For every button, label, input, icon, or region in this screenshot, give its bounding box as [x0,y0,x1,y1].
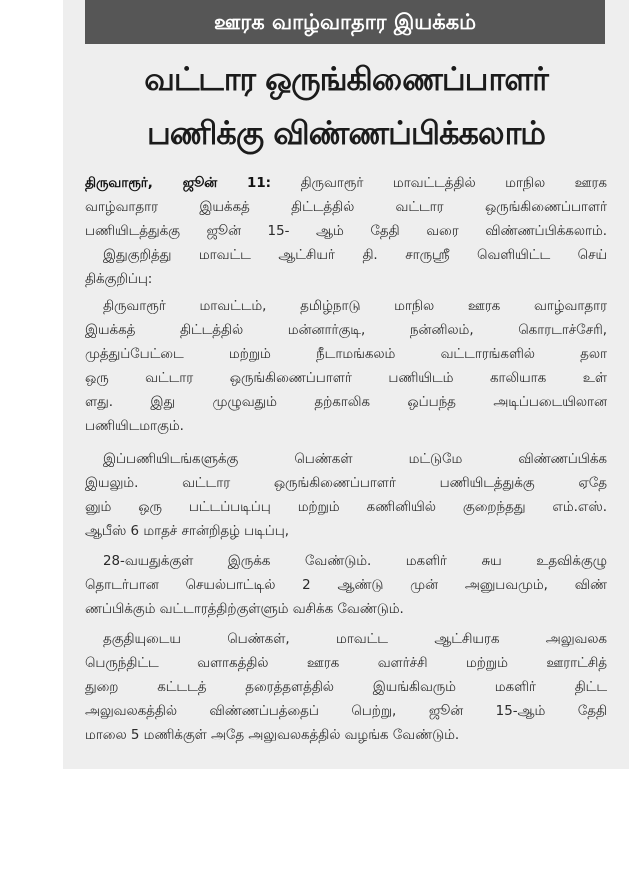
dateline: திருவாரூர், ஜூன் 11: [85,176,272,191]
news-clipping [63,0,629,769]
body-line: அலுவலகத்தில் விண்ணப்பத்தைப் பெற்று, ஜூன் 15-ஆம் தேதி [85,704,607,719]
body-line: பணியிடமாகும். [85,419,184,434]
section-kicker: ஊரக வாழ்வாதார இயக்கம் [85,0,605,44]
body-line: இப்பணியிடங்களுக்கு பெண்கள் மட்டுமே விண்ணப்பிக்க [103,452,607,467]
body-line: முத்துப்பேட்டை மற்றும் நீடாமங்கலம் வட்டாரங்களில் தலா [85,347,607,362]
body-line-text: திருவாரூர் மாவட்டத்தில் மாநில ஊரக [300,176,607,191]
body-line: தொடர்பான செயல்பாட்டில் 2 ஆண்டு முன் அனுபவமும், விண் [85,578,607,593]
body-line: திருவாரூர் மாவட்டம், தமிழ்நாடு மாநில ஊரக வாழ்வாதார [103,299,607,314]
body-line: ஆபீஸ் 6 மாதச் சான்றிதழ் படிப்பு, [85,524,289,539]
body-line: தகுதியுடைய பெண்கள், மாவட்ட ஆட்சியரக அலுவலக [103,632,607,647]
body-line [85,172,607,196]
body-line: பணியிடத்துக்கு ஜூன் 15- ஆம் தேதி வரை விண்ணப்பிக்கலாம். [85,224,607,239]
body-line: இயலும். வட்டார ஒருங்கிணைப்பாளர் பணியிடத்துக்கு ஏதே [85,476,607,491]
body-line: னும் ஒரு பட்டப்படிப்பு மற்றும் கணினியில் குறைந்தது எம்.எஸ். [85,500,607,515]
body-line: பெருந்திட்ட வளாகத்தில் ஊரக வளர்ச்சி மற்றும் ஊராட்சித் [85,656,607,671]
headline-line-2: பணிக்கு விண்ணப்பிக்கலாம் [146,114,546,152]
body-line: இயக்கத் திட்டத்தில் மன்னார்குடி, நன்னிலம், கொரடாச்சேரி, [85,323,607,338]
body-line: 28-வயதுக்குள் இருக்க வேண்டும். மகளிர் சுய உதவிக்குழு [103,554,607,569]
headline-line-1: வட்டார ஒருங்கிணைப்பாளர் [144,60,548,98]
body-line: துறை கட்டடத் தரைத்தளத்தில் இயங்கிவரும் மகளிர் திட்ட [85,680,607,695]
body-line: மாலை 5 மணிக்குள் அதே அலுவலகத்தில் வழங்க வேண்டும். [85,728,460,743]
body-line: திக்குறிப்பு: [85,272,153,287]
body-line: ணப்பிக்கும் வட்டாரத்திற்குள்ளும் வசிக்க வேண்டும். [85,602,404,617]
body-line: ளது. இது முழுவதும் தற்காலிக ஒப்பந்த அடிப்படையிலான [85,395,607,410]
body-line: இதுகுறித்து மாவட்ட ஆட்சியர் தி. சாருஸ்ரீ வெளியிட்ட செய் [103,248,607,263]
body-line: வாழ்வாதார இயக்கத் திட்டத்தில் வட்டார ஒருங்கிணைப்பாளர் [85,200,607,215]
body-line: ஒரு வட்டார ஒருங்கிணைப்பாளர் பணியிடம் காலியாக உள் [85,371,607,386]
